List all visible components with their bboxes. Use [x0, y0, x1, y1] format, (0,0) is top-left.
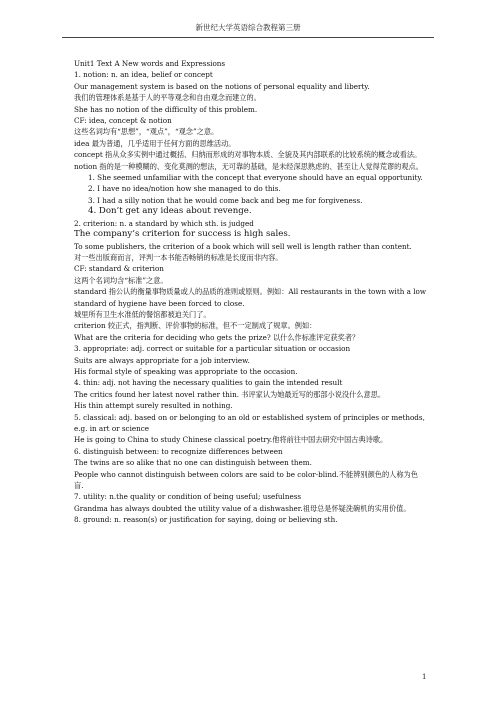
example-sentence: His thin attempt surely resulted in nothing.	[74, 401, 233, 411]
example-sentence: The company’s criterion for success is high sales.	[74, 229, 291, 240]
cf-note: standard 指公认的衡量事物质量或人的品质的准则或原则。例如：All restaurants in the town with a low standard of hygiene have been forced to close.	[74, 287, 427, 308]
example-sentence: Suits are always appropriate for a job interview.	[74, 355, 250, 365]
section-heading: Unit1 Text A New words and Expressions	[74, 59, 226, 68]
document-body	[74, 58, 426, 526]
entry-appropriate: 3. appropriate: adj. correct or suitable for a particular situation or occasion	[74, 344, 351, 354]
example-translation: 城里所有卫生水准低的餐馆都被迫关门了。	[74, 309, 211, 319]
entry-distinguish-between: 6. distinguish between: to recognize differences between	[74, 446, 283, 456]
cf-note: notion 指的是一种模糊的、变化莫测的想法，无可靠的基础，是未经深思熟虑的、甚至让人觉得荒谬的观点。	[74, 161, 423, 171]
cf-note: concept 指从众多实例中通过概括、归纳而形成的对事物本质、全貌及其内部联系的比较系统的概念或看法。	[74, 150, 422, 160]
numbered-example: 4. Don’t get any ideas about revenge.	[88, 206, 252, 217]
numbered-example: 3. I had a silly notion that he would come back and beg me for forgiveness.	[88, 195, 363, 205]
example-translation: 对一些出版商而言，评判一本书能否畅销的标准是长度而非内容。	[74, 252, 283, 262]
numbered-example: 1. She seemed unfamiliar with the concept that everyone should have an equal opportunity.	[88, 173, 423, 183]
entry-criterion: 2. criterion: n. a standard by which sth. is judged	[74, 218, 254, 228]
example-sentence: To some publishers, the criterion of a book which will sell well is length rather than content.	[74, 241, 412, 251]
entry-notion: 1. notion: n. an idea, belief or concept	[74, 70, 213, 80]
example-sentence: Grandma has always doubted the utility value of a dishwasher.祖母总是怀疑洗碗机的实用价值。	[74, 503, 411, 513]
example-translation: 我们的管理体系是基于人的平等观念和自由观念而建立的。	[74, 93, 261, 103]
entry-utility: 7. utility: n.the quality or condition of being useful; usefulness	[74, 492, 302, 502]
cf-note: idea 最为普通，几乎适用于任何方面的思维活动。	[74, 138, 236, 148]
example-sentence: People who cannot distinguish between colors are said to be color-blind.不能辨别颜色的人称为色盲.	[74, 469, 418, 491]
entry-classical: 5. classical: adj. based on or belonging to an old or established system of principles or methods, e.g. in art or science	[74, 412, 425, 433]
example-sentence: Our management system is based on the notions of personal equality and liberty.	[74, 81, 370, 91]
cf-note: criterion 较正式，指判断、评价事物的标准，但不一定制成了规章。例如：	[74, 321, 317, 331]
header-rule	[62, 37, 434, 38]
header-title: 新世纪大学英语综合教程第三册	[195, 23, 301, 32]
entry-ground: 8. ground: n. reason(s) or justification for saying, doing or believing sth.	[74, 515, 338, 525]
page-number: 1	[422, 673, 427, 681]
cf-heading: CF: idea, concept & notion	[74, 116, 172, 126]
example-sentence: He is going to China to study Chinese classical poetry.他将前往中国去研究中国古典诗歌。	[74, 435, 388, 445]
entry-thin: 4. thin: adj. not having the necessary qualities to gain the intended result	[74, 378, 343, 388]
cf-note: 这些名词均有“思想”，“观点”，“观念”之意。	[74, 127, 219, 137]
example-sentence: She has no notion of the difficulty of this problem.	[74, 104, 258, 114]
example-sentence: The twins are so alike that no one can distinguish between them.	[74, 458, 312, 468]
example-sentence: His formal style of speaking was appropriate to the occasion.	[74, 366, 298, 376]
cf-note: 这两个名词均含“标准”之意。	[74, 275, 168, 285]
example-sentence: The critics found her latest novel rather thin. 书评家认为她最近写的那部小说没什么意思。	[74, 389, 386, 399]
numbered-example: 2. I have no idea/notion how she managed to do this.	[88, 184, 281, 194]
example-sentence: What are the criteria for deciding who gets the prize? 以什么作标准评定获奖者？	[74, 332, 360, 342]
cf-heading: CF: standard & criterion	[74, 264, 164, 274]
